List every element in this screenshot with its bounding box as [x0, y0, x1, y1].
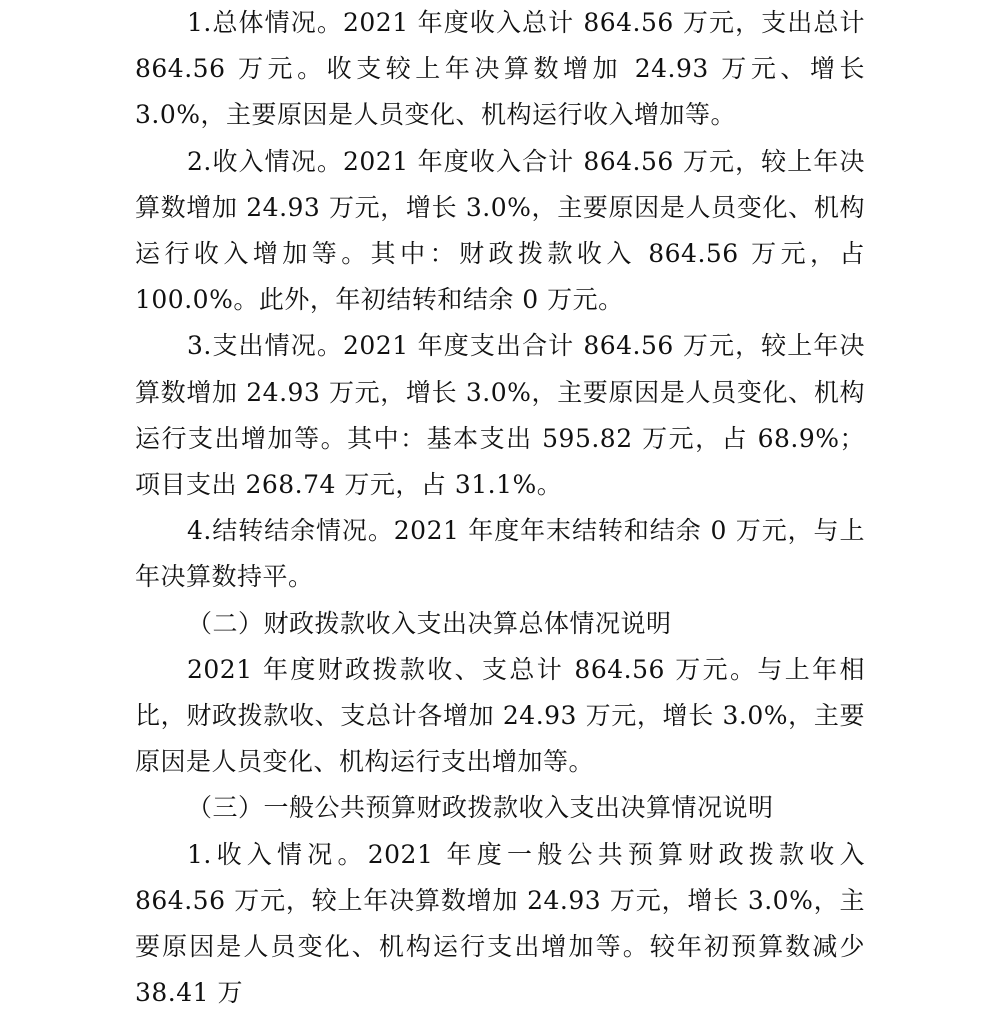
document-page	[135, 0, 865, 1016]
paragraph-general-budget-income: 1.收入情况。2021 年度一般公共预算财政拨款收入 864.56 万元，较上年决算数增加 24.93 万元，增长 3.0%，主要原因是人员变化、机构运行支出增加等。较年初预算数减少 38.41 万	[135, 839, 865, 1008]
paragraph-carryover: 4.结转结余情况。2021 年度年末结转和结余 0 万元，与上年决算数持平。	[135, 516, 865, 592]
paragraph-overall: 1.总体情况。2021 年度收入总计 864.56 万元，支出总计 864.56 万元。收支较上年决算数增加 24.93 万元、增长 3.0%，主要原因是人员变化、机构运行收入增加等。	[135, 8, 865, 130]
section-heading-2: （二）财政拨款收入支出决算总体情况说明	[187, 608, 672, 638]
section-heading-3: （三）一般公共预算财政拨款收入支出决算情况说明	[187, 793, 774, 823]
paragraph-income: 2.收入情况。2021 年度收入合计 864.56 万元，较上年决算数增加 24.93 万元，增长 3.0%，主要原因是人员变化、机构运行收入增加等。其中：财政拨款收入 864.56 万元，占 100.0%。此外，年初结转和结余 0 万元。	[135, 146, 865, 315]
paragraph-expenditure: 3.支出情况。2021 年度支出合计 864.56 万元，较上年决算数增加 24.93 万元，增长 3.0%，主要原因是人员变化、机构运行支出增加等。其中：基本支出 595.82 万元，占 68.9%；项目支出 268.74 万元，占 31.1%。	[135, 331, 865, 500]
paragraph-fiscal-total: 2021 年度财政拨款收、支总计 864.56 万元。与上年相比，财政拨款收、支总计各增加 24.93 万元，增长 3.0%，主要原因是人员变化、机构运行支出增加等。	[135, 654, 865, 777]
